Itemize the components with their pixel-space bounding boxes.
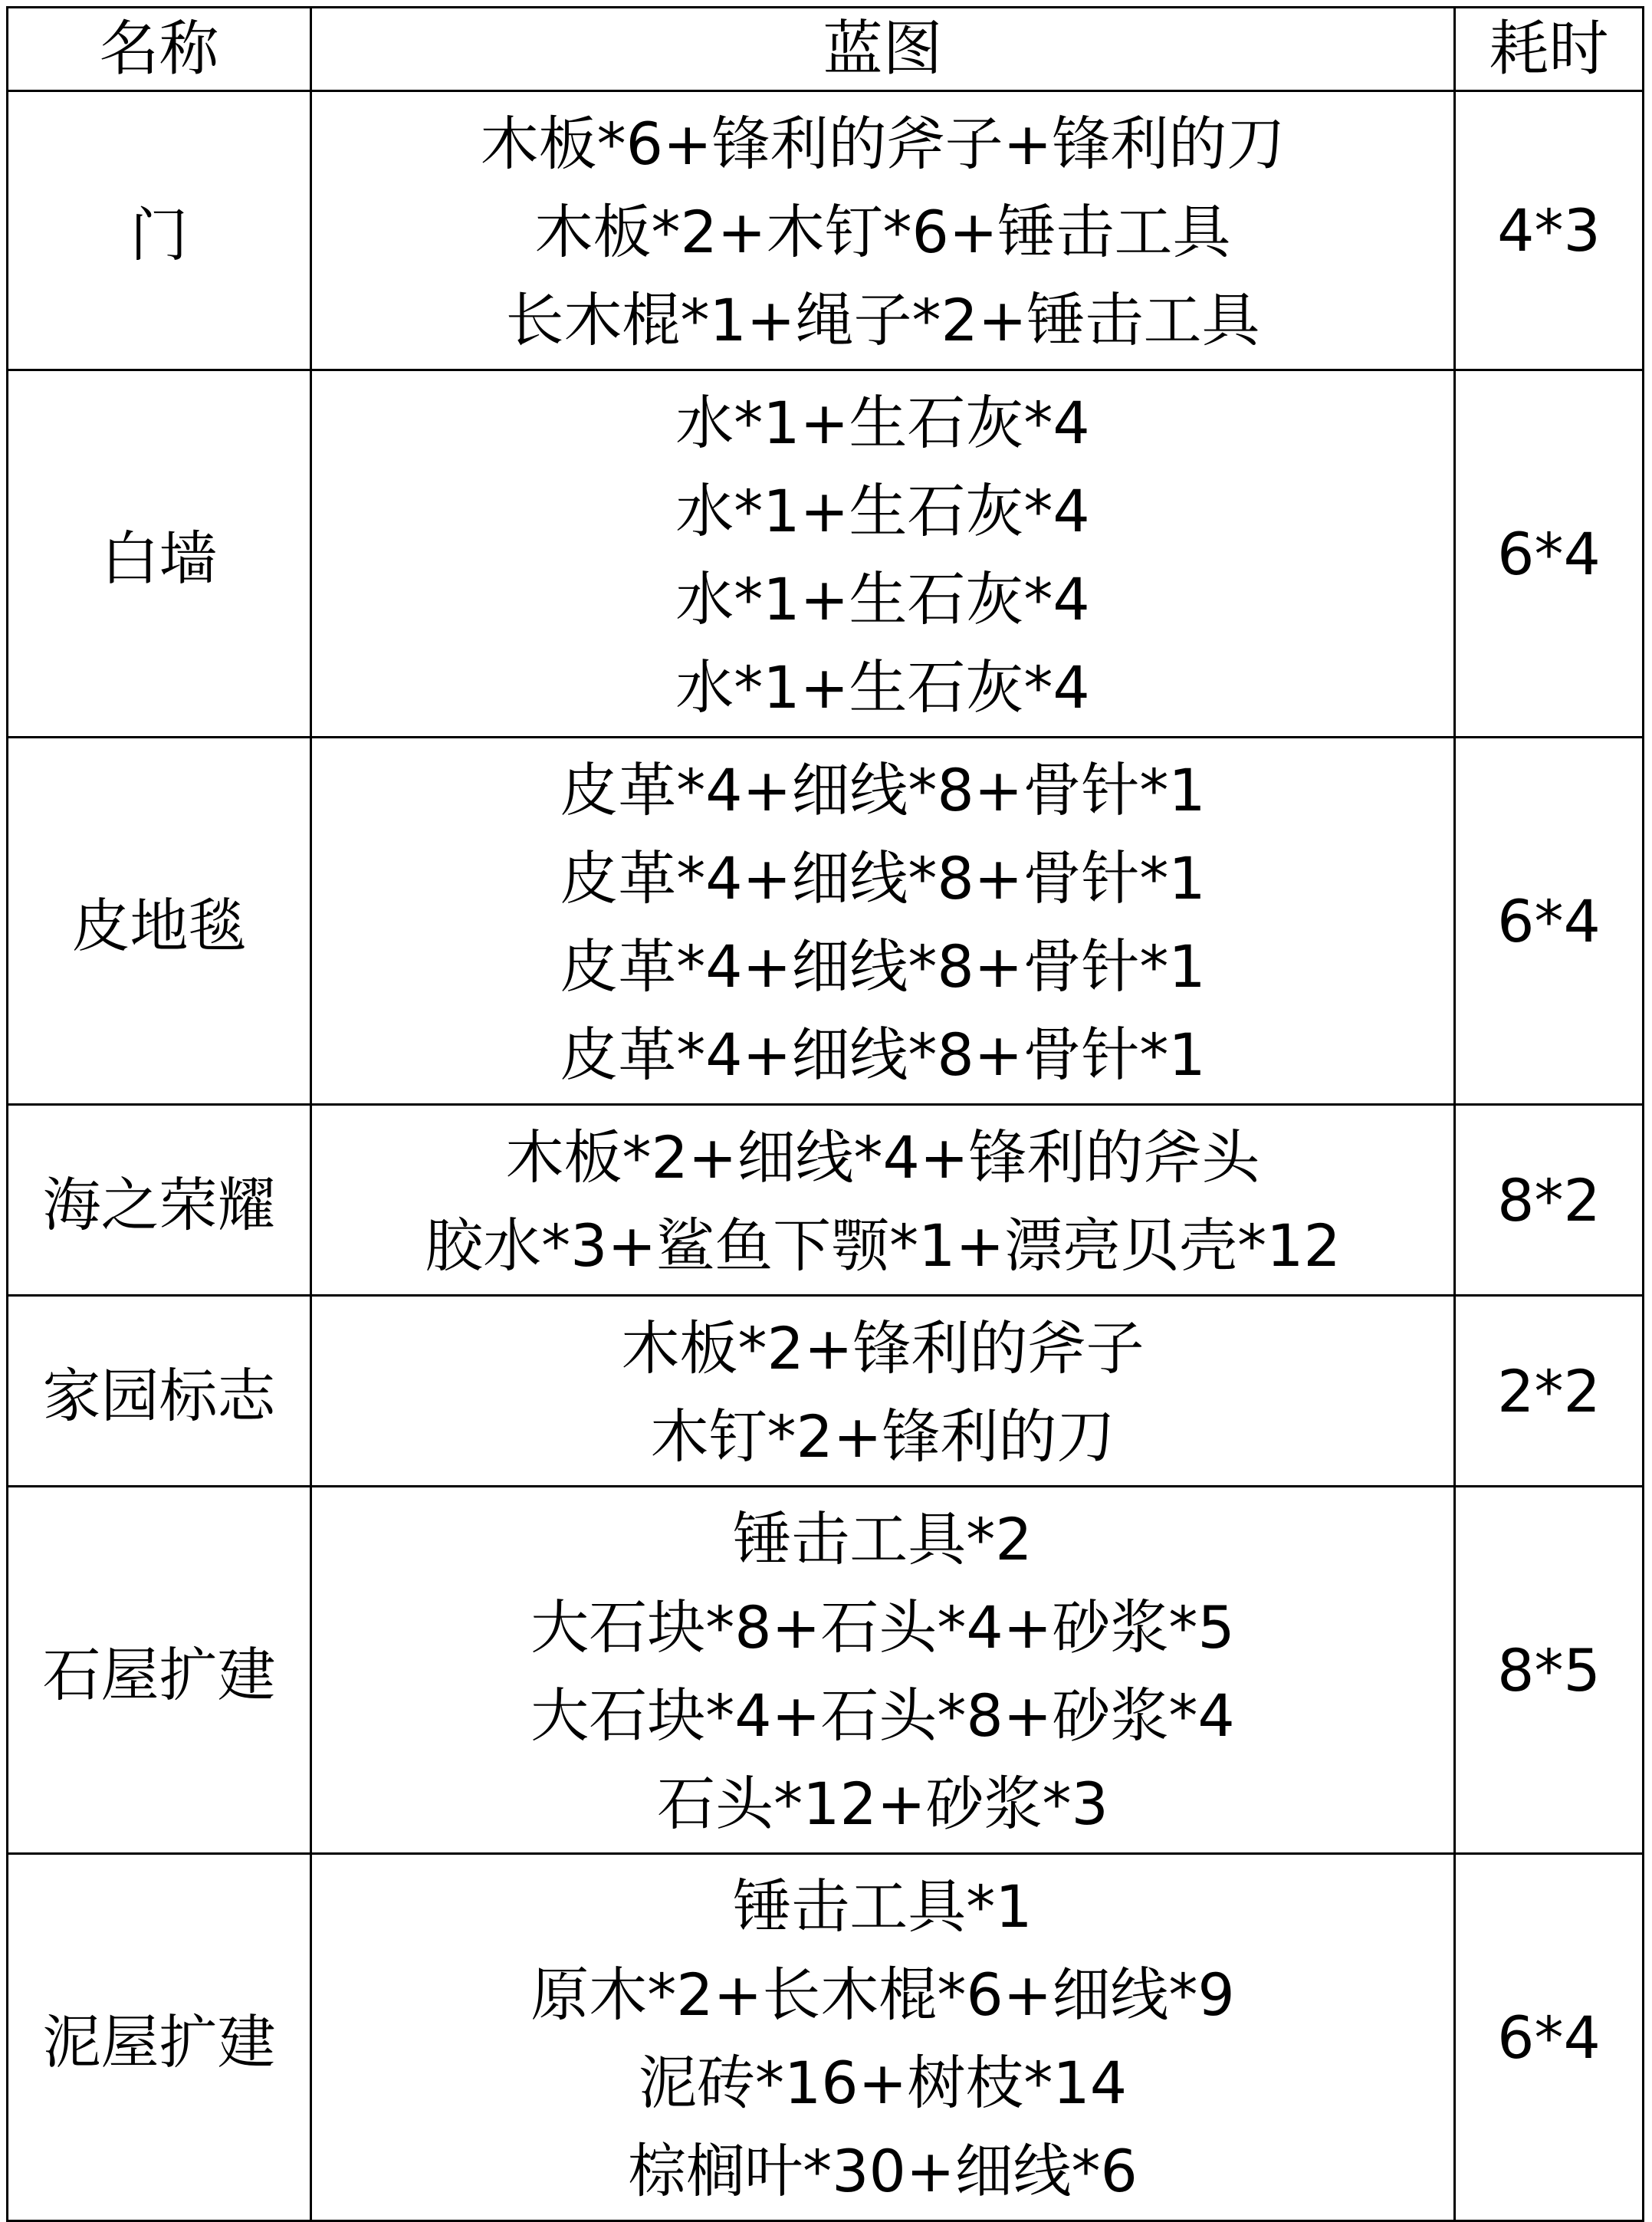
table-row — [8, 1854, 1644, 2221]
table-row — [8, 370, 1644, 738]
recipe-line: 皮革*4+细线*8+骨针*1 — [560, 844, 1206, 912]
table-row — [8, 738, 1644, 1105]
item-name: 门 — [8, 91, 311, 370]
time-cost: 6*4 — [1455, 738, 1644, 1105]
recipe-line: 木板*2+锋利的斧子 — [621, 1314, 1145, 1382]
recipe-line: 木板*2+细线*4+锋利的斧头 — [505, 1123, 1260, 1192]
item-name: 白墙 — [8, 370, 311, 738]
recipe-line: 锤击工具*2 — [733, 1505, 1033, 1573]
item-name: 皮地毯 — [8, 738, 311, 1105]
recipe-line: 长木棍*1+绳子*2+锤击工具 — [505, 286, 1260, 354]
recipe-list — [311, 370, 1455, 738]
recipe-list — [311, 738, 1455, 1105]
recipe-line: 棕榈叶*30+细线*6 — [628, 2137, 1138, 2205]
time-cost: 6*4 — [1455, 1854, 1644, 2221]
item-name: 泥屋扩建 — [8, 1854, 311, 2221]
blueprint-table — [6, 6, 1644, 2222]
time-cost: 8*5 — [1455, 1487, 1644, 1854]
recipe-line: 皮革*4+细线*8+骨针*1 — [560, 756, 1206, 824]
item-name: 家园标志 — [8, 1296, 311, 1487]
recipe-list — [311, 1105, 1455, 1296]
recipe-line: 大石块*8+石头*4+砂浆*5 — [530, 1593, 1235, 1662]
header-row — [8, 8, 1644, 91]
recipe-list — [311, 1854, 1455, 2221]
recipe-line: 胶水*3+鲨鱼下颚*1+漂亮贝壳*12 — [425, 1211, 1341, 1280]
recipe-line: 木板*2+木钉*6+锤击工具 — [534, 198, 1231, 266]
recipe-line: 石头*12+砂浆*3 — [657, 1770, 1108, 1838]
header-blueprint: 蓝图 — [311, 8, 1455, 91]
table-row — [8, 1487, 1644, 1854]
header-time: 耗时 — [1455, 8, 1644, 91]
recipe-line: 木钉*2+锋利的刀 — [650, 1402, 1115, 1471]
recipe-list — [311, 1487, 1455, 1854]
recipe-list — [311, 91, 1455, 370]
time-cost: 2*2 — [1455, 1296, 1644, 1487]
time-cost: 8*2 — [1455, 1105, 1644, 1296]
time-cost: 4*3 — [1455, 91, 1644, 370]
recipe-line: 原木*2+长木棍*6+细线*9 — [530, 1961, 1235, 2029]
recipe-line: 水*1+生石灰*4 — [675, 389, 1090, 457]
item-name: 石屋扩建 — [8, 1487, 311, 1854]
time-cost: 6*4 — [1455, 370, 1644, 738]
item-name: 海之荣耀 — [8, 1105, 311, 1296]
recipe-line: 大石块*4+石头*8+砂浆*4 — [530, 1681, 1235, 1750]
recipe-line: 水*1+生石灰*4 — [675, 653, 1090, 721]
header-name: 名称 — [8, 8, 311, 91]
recipe-list — [311, 1296, 1455, 1487]
table-row — [8, 1296, 1644, 1487]
recipe-line: 皮革*4+细线*8+骨针*1 — [560, 1021, 1206, 1089]
recipe-line: 皮革*4+细线*8+骨针*1 — [560, 932, 1206, 1001]
recipe-line: 泥砖*16+树枝*14 — [638, 2049, 1128, 2117]
table-row — [8, 91, 1644, 370]
recipe-line: 水*1+生石灰*4 — [675, 477, 1090, 545]
recipe-line: 锤击工具*1 — [733, 1872, 1033, 1941]
recipe-line: 木板*6+锋利的斧子+锋利的刀 — [480, 110, 1286, 178]
table-row — [8, 1105, 1644, 1296]
recipe-line: 水*1+生石灰*4 — [675, 565, 1090, 633]
